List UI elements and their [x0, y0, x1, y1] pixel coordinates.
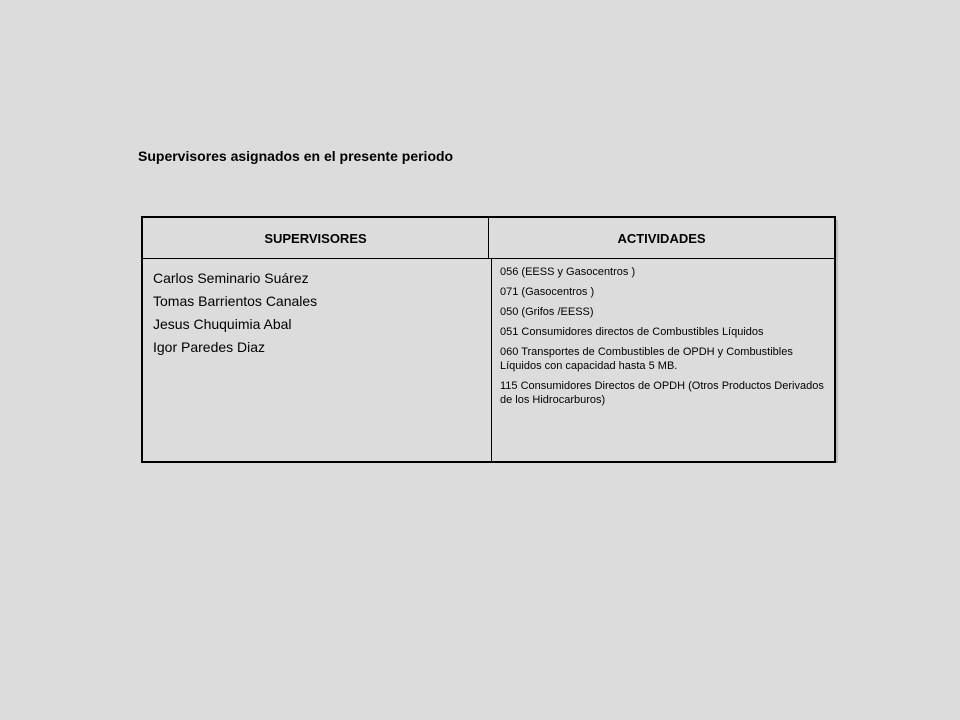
supervisor-name: Jesus Chuquimia Abal [153, 316, 292, 332]
activities-cell [491, 259, 834, 461]
table-header-row [143, 218, 834, 259]
activity-item: 056 (EESS y Gasocentros ) [500, 266, 636, 278]
header-supervisores: SUPERVISORES [264, 230, 367, 246]
activity-item: 115 Consumidores Directos de OPDH (Otros Productos Derivados de los Hidrocarburos) [500, 380, 824, 406]
supervisor-name: Carlos Seminario Suárez [153, 270, 309, 286]
activity-item: 050 (Grifos /EESS) [500, 306, 594, 318]
activity-item: 071 (Gasocentros ) [500, 286, 595, 298]
supervisors-cell [143, 259, 491, 461]
page-title: Supervisores asignados en el presente periodo [138, 148, 454, 164]
header-actividades: ACTIVIDADES [488, 218, 834, 258]
supervisor-name: Igor Paredes Diaz [153, 339, 266, 355]
table-body-row [143, 259, 834, 461]
supervisors-table [141, 216, 836, 463]
activity-item: 060 Transportes de Combustibles de OPDH y Combustibles Líquidos con capacidad hasta 5 MB. [500, 346, 793, 372]
activity-item: 051 Consumidores directos de Combustibles Líquidos [500, 326, 764, 338]
supervisor-name: Tomas Barrientos Canales [153, 293, 318, 309]
